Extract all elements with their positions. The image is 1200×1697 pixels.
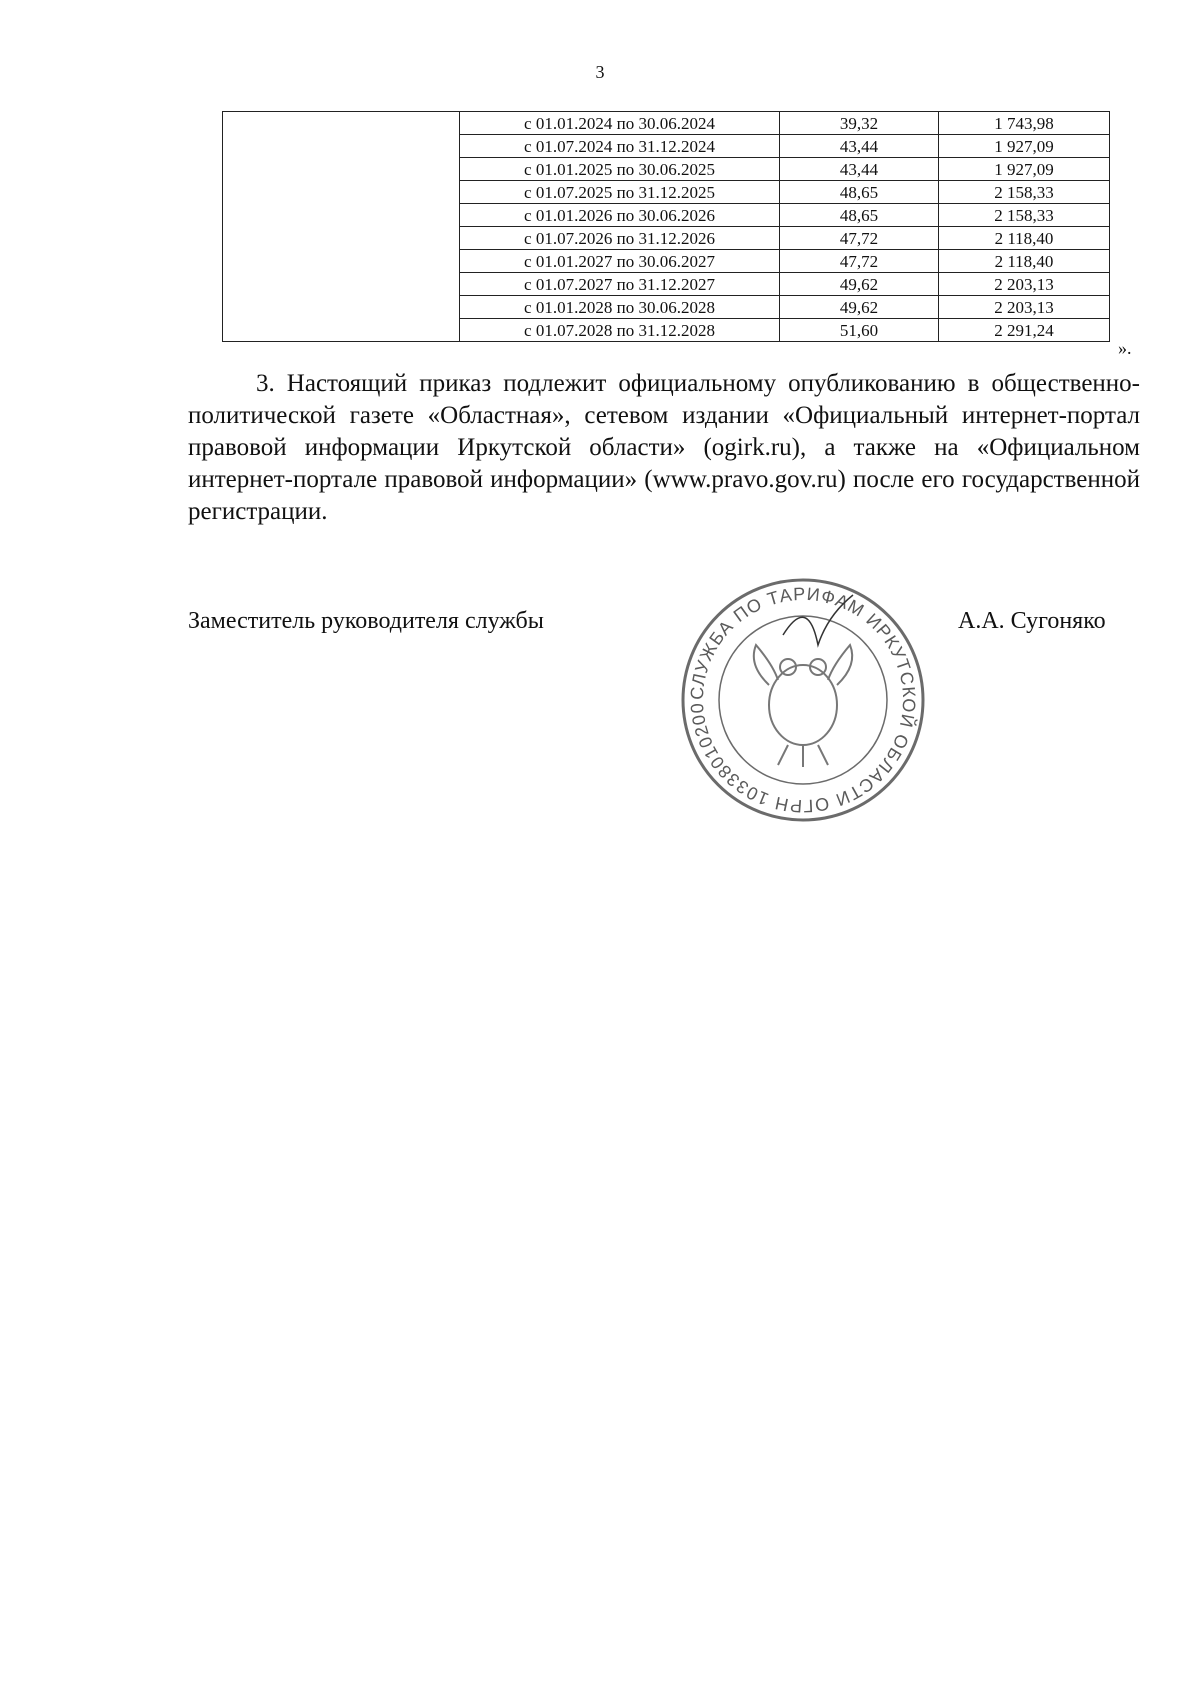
period-cell: с 01.01.2027 по 30.06.2027: [460, 250, 780, 273]
value2-cell: 2 158,33: [939, 181, 1110, 204]
value2-cell: 1 927,09: [939, 158, 1110, 181]
svg-text:СЛУЖБА ПО ТАРИФАМ ИРКУТСКОЙ ОБ: СЛУЖБА ПО ТАРИФАМ ИРКУТСКОЙ ОБЛАСТИ ОГРН 10338010200: [686, 583, 920, 817]
value2-cell: 2 158,33: [939, 204, 1110, 227]
closing-quote: ».: [1118, 338, 1132, 358]
value1-cell: 39,32: [780, 112, 939, 135]
value1-cell: 51,60: [780, 319, 939, 342]
value1-cell: 43,44: [780, 135, 939, 158]
value2-cell: 2 203,13: [939, 296, 1110, 319]
signatory-title: Заместитель руководителя службы: [188, 608, 544, 634]
period-cell: с 01.07.2024 по 31.12.2024: [460, 135, 780, 158]
period-cell: с 01.01.2025 по 30.06.2025: [460, 158, 780, 181]
value2-cell: 2 118,40: [939, 250, 1110, 273]
page-number: 3: [595, 62, 605, 82]
value1-cell: 48,65: [780, 204, 939, 227]
value1-cell: 49,62: [780, 296, 939, 319]
value2-cell: 2 291,24: [939, 319, 1110, 342]
value1-cell: 48,65: [780, 181, 939, 204]
value2-cell: 2 203,13: [939, 273, 1110, 296]
period-cell: с 01.01.2028 по 30.06.2028: [460, 296, 780, 319]
period-cell: с 01.07.2027 по 31.12.2027: [460, 273, 780, 296]
period-cell: с 01.07.2026 по 31.12.2026: [460, 227, 780, 250]
value1-cell: 47,72: [780, 250, 939, 273]
period-cell: с 01.01.2026 по 30.06.2026: [460, 204, 780, 227]
value2-cell: 2 118,40: [939, 227, 1110, 250]
value2-cell: 1 743,98: [939, 112, 1110, 135]
value1-cell: 49,62: [780, 273, 939, 296]
value1-cell: 43,44: [780, 158, 939, 181]
period-cell: с 01.01.2024 по 30.06.2024: [460, 112, 780, 135]
table-row: [223, 112, 1110, 135]
stamp-seal-icon: [678, 575, 928, 825]
signatory-name: А.А. Сугоняко: [958, 608, 1106, 634]
period-cell: с 01.07.2028 по 31.12.2028: [460, 319, 780, 342]
official-stamp: [678, 575, 928, 825]
blank-merged-cell: [223, 112, 460, 342]
paragraph-publication: 3. Настоящий приказ подлежит официальному опубликованию в общественно-политической газете «Областная», сетевом издании «Официальный интернет-портал правовой информации Иркутской области» (ogirk.ru), а также на «Официальном интернет-портале правовой информации» (www.pravo.gov.ru) после его государственной регистрации.: [188, 370, 1140, 525]
value1-cell: 47,72: [780, 227, 939, 250]
period-cell: с 01.07.2025 по 31.12.2025: [460, 181, 780, 204]
value2-cell: 1 927,09: [939, 135, 1110, 158]
tariff-table: [222, 111, 1110, 342]
